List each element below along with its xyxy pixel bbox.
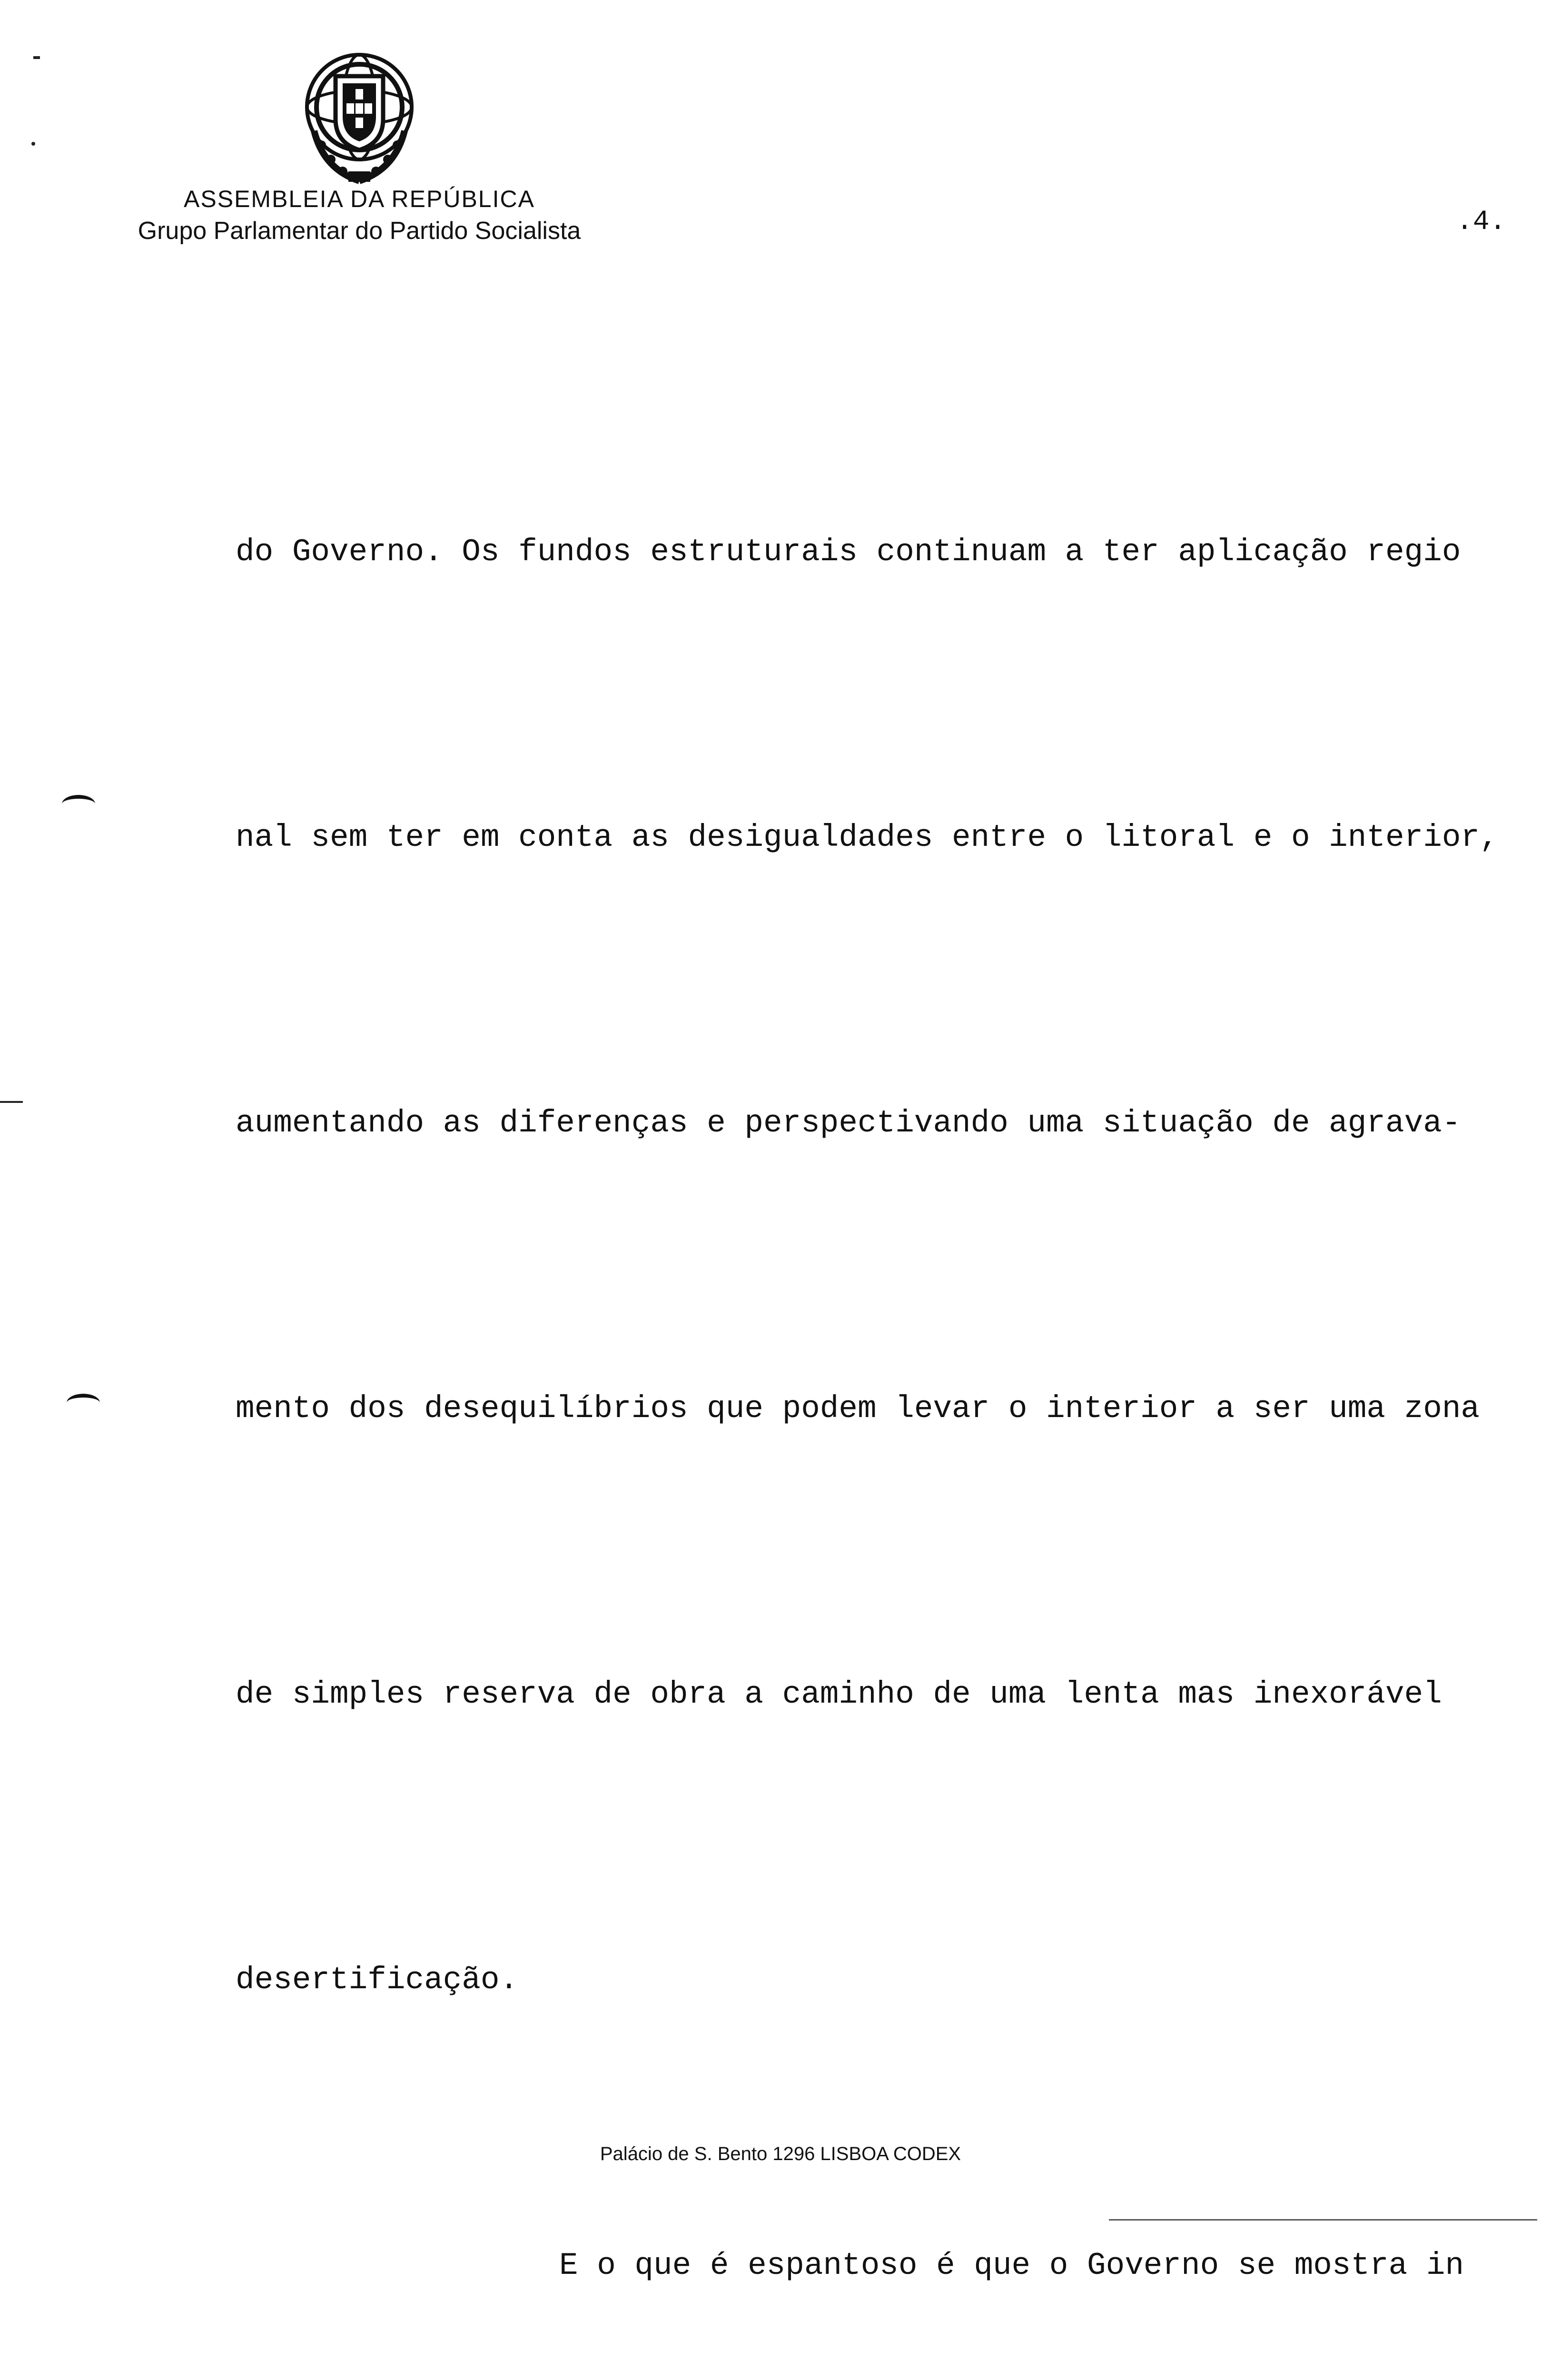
margin-mark xyxy=(0,1101,23,1103)
margin-mark xyxy=(62,795,95,813)
document-body xyxy=(236,314,1521,2380)
body-line: mento dos desequilíbrios que podem levar o interior a ser uma zona xyxy=(236,1391,1480,1427)
body-line: do Governo. Os fundos estruturais continuam a ter aplicação regio xyxy=(236,534,1461,570)
scan-mark xyxy=(31,142,35,146)
body-line: nal sem ter em conta as desigualdades entre o litoral e o interior, xyxy=(236,820,1499,855)
body-line: aumentando as diferenças e perspectivando uma situação de agrava- xyxy=(236,1105,1461,1141)
body-line: E o que é espantoso é que o Governo se mostra in xyxy=(559,2248,1464,2283)
page-number: .4. xyxy=(1456,207,1506,238)
body-line: de simples reserva de obra a caminho de uma lenta mas inexorável xyxy=(236,1676,1442,1712)
coat-of-arms-icon xyxy=(295,50,424,188)
scan-mark xyxy=(33,56,40,59)
body-line: desertificação. xyxy=(236,1962,519,1998)
parliamentary-group-name: Grupo Parlamentar do Partido Socialista xyxy=(138,217,581,245)
organization-name: ASSEMBLEIA DA REPÚBLICA xyxy=(184,186,535,212)
margin-mark xyxy=(67,1394,100,1412)
footer-rule xyxy=(1109,2219,1537,2221)
footer-address: Palácio de S. Bento 1296 LISBOA CODEX xyxy=(600,2143,961,2164)
